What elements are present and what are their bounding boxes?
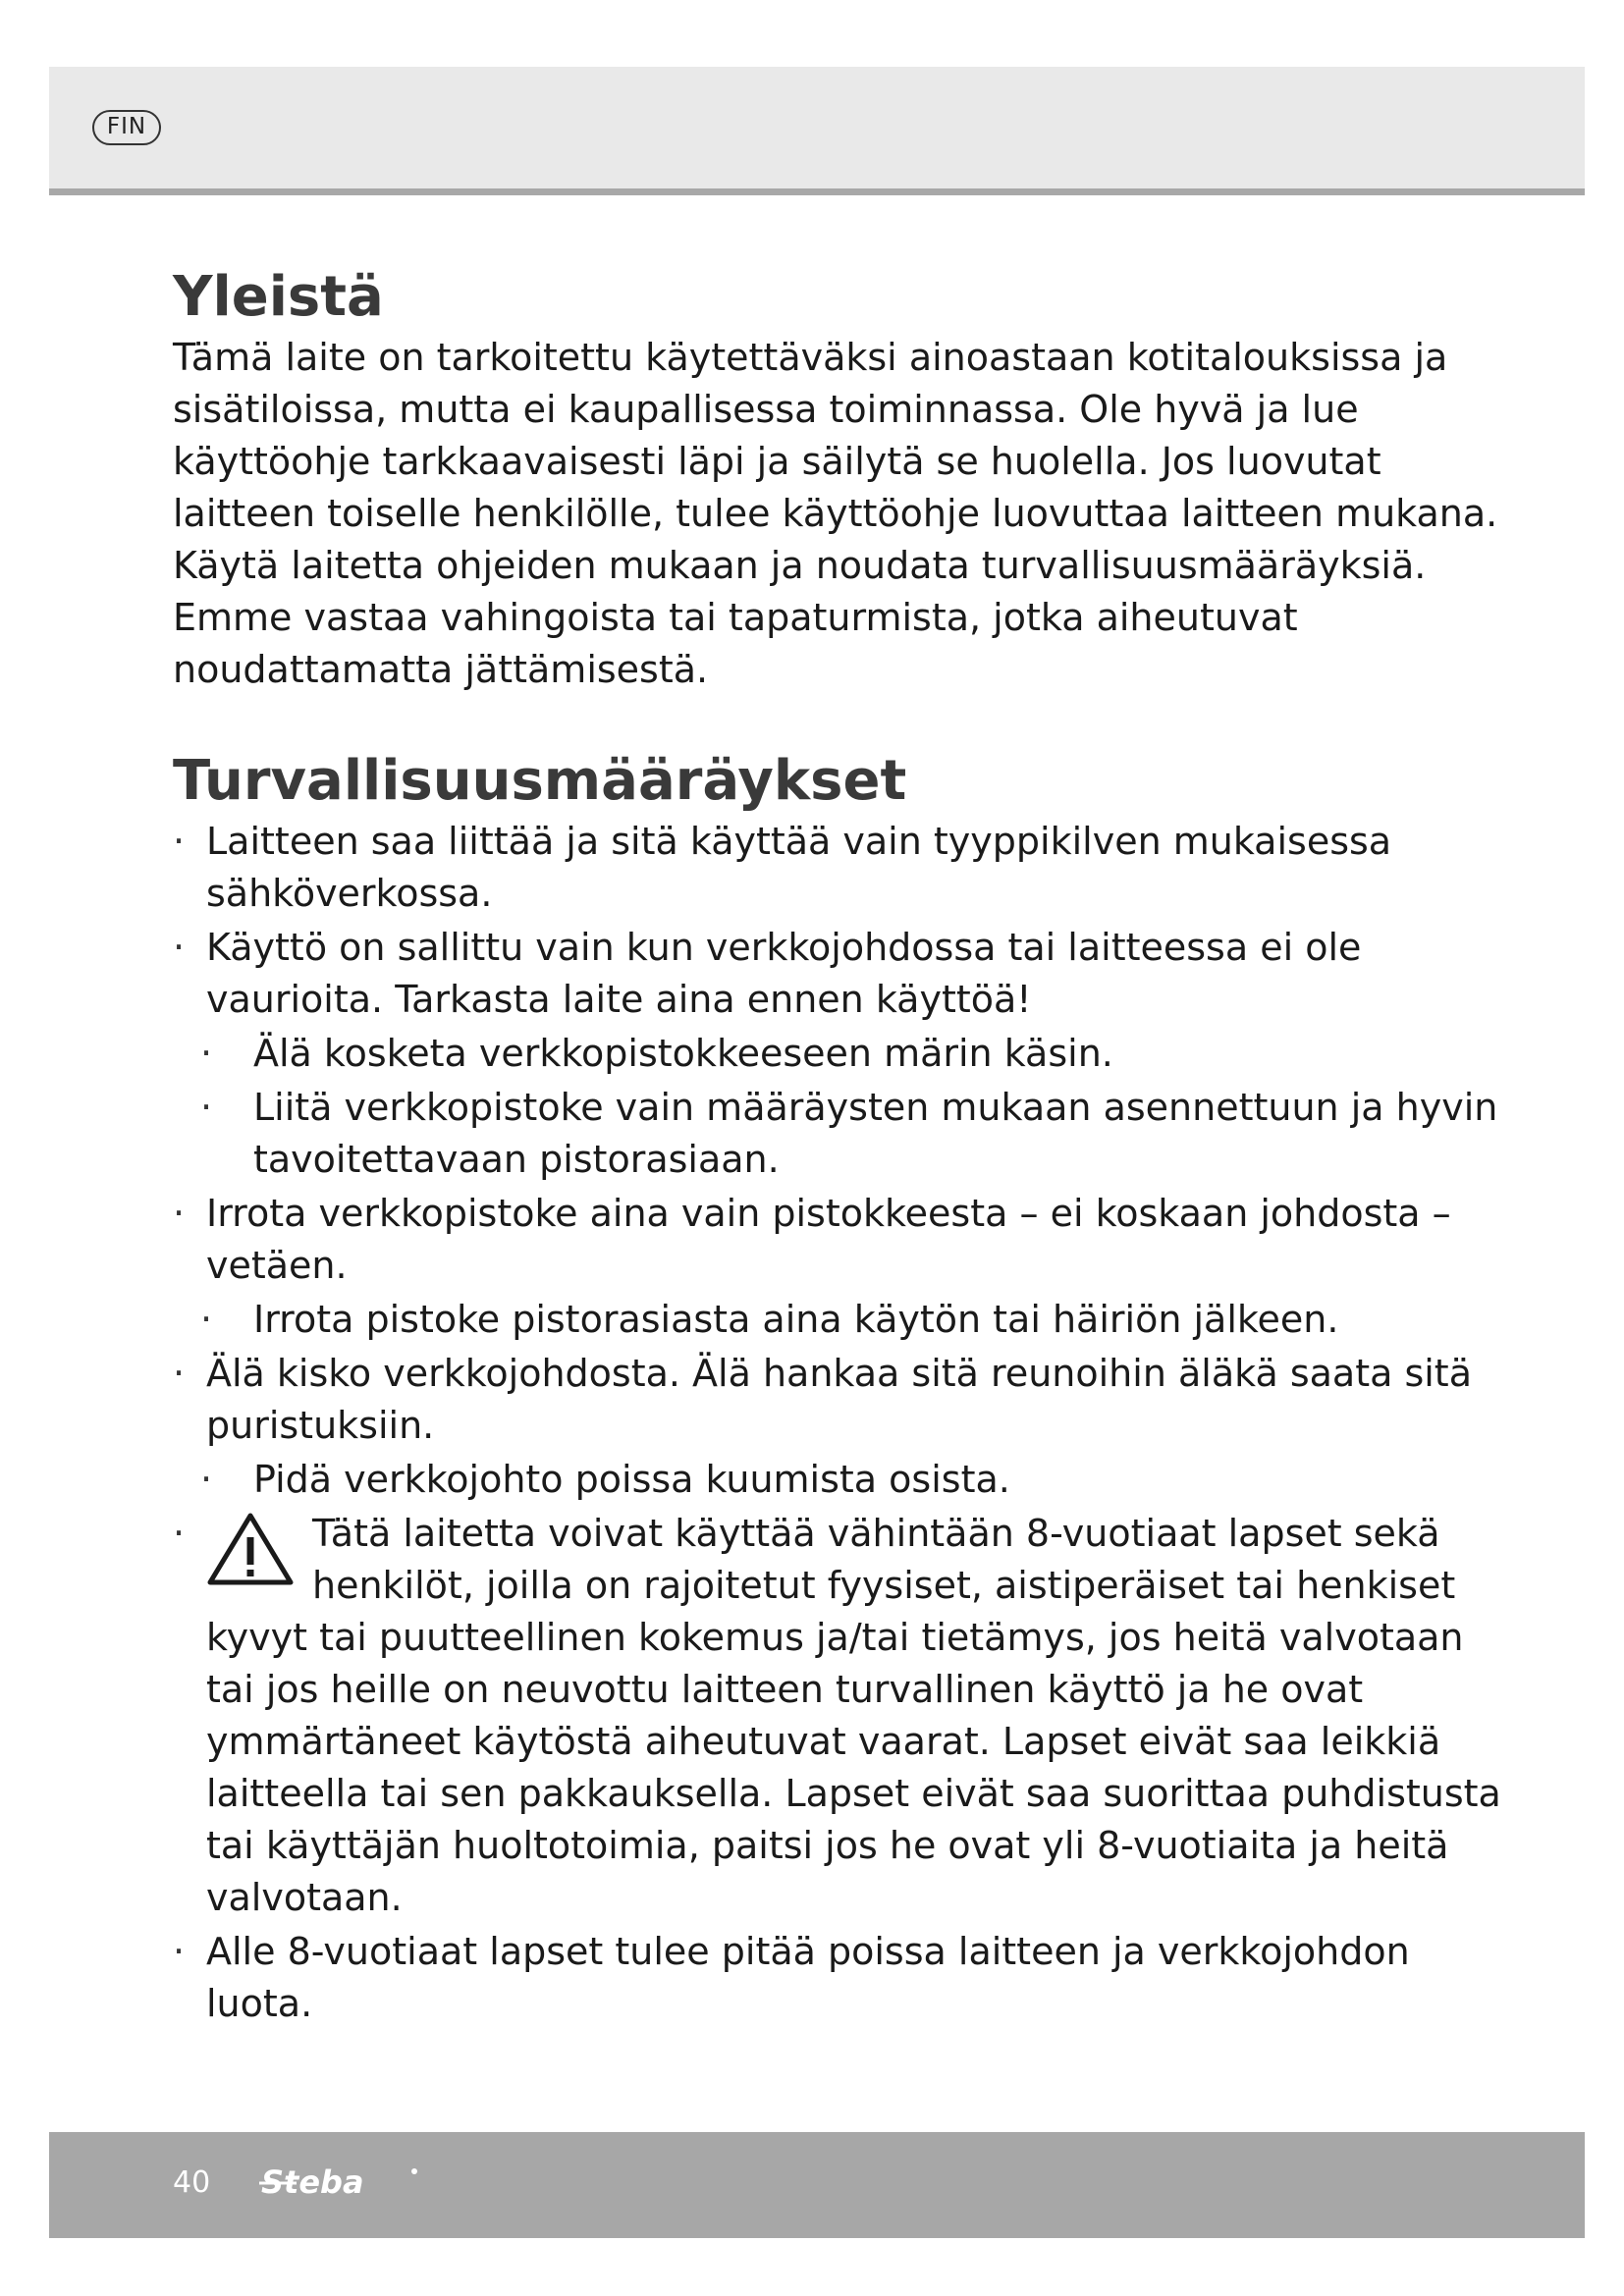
- section-title-safety: Turvallisuusmääräykset: [173, 749, 907, 813]
- general-paragraph: Emme vastaa vahingoista tai tapaturmista, jotka aiheutuvat noudattamatta jättämisestä.: [173, 596, 1298, 691]
- safety-item: · Pidä verkkojohto poissa kuumista osista.: [173, 1454, 1508, 1506]
- warning-triangle-icon: [206, 1512, 295, 1586]
- safety-item: · Älä kosketa verkkopistokkeeseen märin käsin.: [173, 1028, 1508, 1080]
- safety-item: · Käyttö on sallittu vain kun verkkojohdossa tai laitteessa ei ole vaurioita. Tarkasta laite aina ennen käyttöä!: [173, 922, 1508, 1026]
- brand-text: Steba: [261, 2163, 364, 2201]
- safety-item: · Laitteen saa liittää ja sitä käyttää vain tyyppikilven mukaisessa sähköverkossa.: [173, 816, 1508, 920]
- steba-logo: [257, 2162, 424, 2205]
- safety-item-warning: [173, 1508, 1508, 1924]
- safety-item: · Alle 8-vuotiaat lapset tulee pitää poissa laitteen ja verkkojohdon luota.: [173, 1926, 1508, 2030]
- page-header: [49, 67, 1585, 195]
- safety-item: · Liitä verkkopistoke vain määräysten mukaan asennettuun ja hyvin tavoitettavaan pistorasiaan.: [173, 1082, 1508, 1186]
- general-paragraph: Tämä laite on tarkoitettu käytettäväksi ainoastaan kotitalouksissa ja sisätiloissa, mutta ei kaupallisessa toiminnassa. Ole hyvä ja lue käyttöohje tarkkaavaisesti läpi ja säilytä se huolella. Jos luovutat laitteen toiselle henkilölle, tulee käyttöohje luovuttaa laitteen mukana. Käytä laitetta ohjeiden mukaan ja noudata turvallisuusmääräyksiä.: [173, 336, 1498, 587]
- safety-item: · Irrota pistoke pistorasiasta aina käytön tai häiriön jälkeen.: [173, 1294, 1508, 1346]
- page-number: 40: [173, 2165, 211, 2200]
- safety-list: [173, 816, 1508, 2030]
- warning-text: Tätä laitetta voivat käyttää vähintään 8-vuotiaat lapset sekä henkilöt, joilla on rajoitetut fyysiset, aistiperäiset tai henkiset kyvyt tai puutteellinen kokemus ja/tai tietämys, jos heitä valvotaan tai jos heille on neuvottu laitteen turvallinen käyttö ja he ovat ymmärtäneet käytöstä aiheutuvat vaarat. Lapset eivät saa leikkiä laitteella tai sen pakkauksella. Lapset eivät saa suorittaa puhdistusta tai käyttäjän huoltotoimia, paitsi jos he ovat yli 8-vuotiaita ja heitä valvotaan.: [206, 1512, 1501, 1919]
- page-content: [173, 263, 1508, 2032]
- safety-item: · Irrota verkkopistoke aina vain pistokkeesta – ei koskaan johdosta – vetäen.: [173, 1188, 1508, 1292]
- section-title-general: Yleistä: [173, 265, 384, 329]
- safety-item: · Älä kisko verkkojohdosta. Älä hankaa sitä reunoihin äläkä saata sitä puristuksiin.: [173, 1348, 1508, 1452]
- page-footer: [49, 2132, 1585, 2238]
- language-badge: FIN: [92, 110, 161, 145]
